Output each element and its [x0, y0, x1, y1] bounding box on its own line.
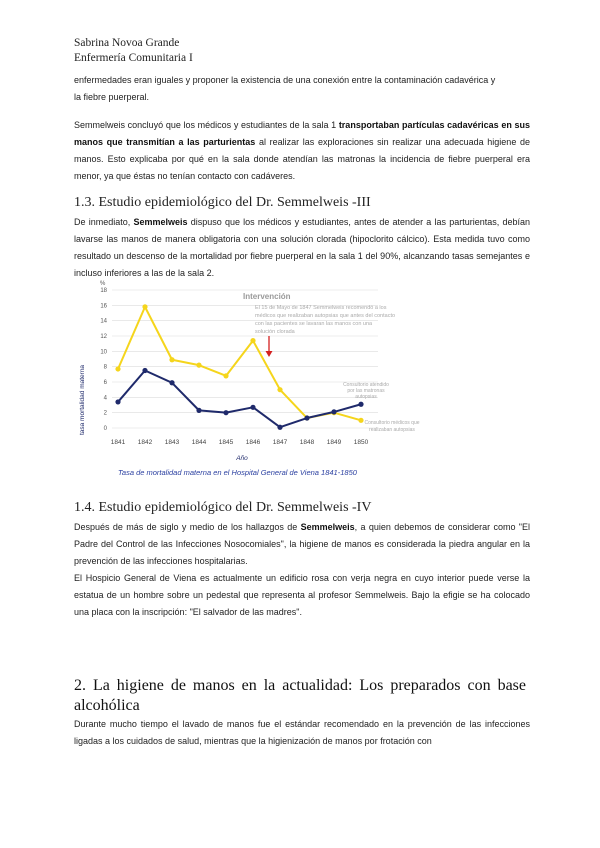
paragraph-line: la fiebre puerperal. — [74, 92, 150, 102]
data-point — [304, 415, 309, 420]
mortality-chart — [0, 272, 600, 482]
data-point — [196, 363, 201, 368]
data-point — [277, 387, 282, 392]
x-tick-label: 1845 — [218, 439, 234, 446]
y-tick-label: 16 — [100, 303, 107, 310]
x-tick-label: 1849 — [326, 439, 342, 446]
section-heading-1-3: 1.3. Estudio epidemiológico del Dr. Semmelweis -III — [74, 195, 371, 210]
data-point — [196, 408, 201, 413]
data-point — [250, 405, 255, 410]
paragraph-section-2: Durante mucho tiempo el lavado de manos fue el estándar recomendado en la prevención de las infecciones ligadas a los cuidados de salud, mientras que la higienización de manos por frotación con — [74, 719, 530, 746]
data-point — [223, 373, 228, 378]
x-axis-ticks — [111, 439, 369, 446]
data-point — [142, 368, 147, 373]
series-line-2 — [118, 371, 361, 428]
x-tick-label: 1844 — [191, 439, 207, 446]
annotation-line: médicos que realizaban autopsias que antes del contacto — [255, 313, 396, 319]
annotation-line: El 15 de Mayo de 1847 Semmelweis recomendó a los — [255, 305, 387, 311]
x-tick-label: 1847 — [272, 439, 288, 446]
text-run: Semmelweis concluyó que los médicos y estudiantes de la sala 1 — [74, 120, 339, 130]
legend-label-yellow: realizaban autopsias — [369, 427, 415, 433]
course-name: Enfermería Comunitaria I — [74, 52, 193, 64]
page-header — [74, 36, 193, 66]
x-tick-label: 1843 — [164, 439, 180, 446]
data-point — [358, 418, 363, 423]
x-tick-label: 1842 — [137, 439, 153, 446]
paragraph-section-1-4 — [74, 519, 530, 570]
x-tick-label: 1841 — [110, 439, 126, 446]
paragraph-line: enfermedades eran iguales y proponer la existencia de una conexión entre la contaminación cadavérica y — [74, 75, 496, 85]
chart-caption: Tasa de mortalidad materna en el Hospital General de Viena 1841-1850 — [118, 468, 357, 477]
bold-text: Semmelweis — [133, 217, 188, 227]
text-run: De inmediato, — [74, 217, 134, 227]
annotation-line: solución clorada — [255, 329, 295, 335]
data-point — [223, 410, 228, 415]
x-tick-label: 1846 — [245, 439, 261, 446]
intervention-arrow-head — [266, 351, 273, 357]
y-axis-label: tasa mortalidad materna — [79, 364, 86, 436]
x-axis-label: Año — [236, 455, 248, 462]
y-tick-label: 0 — [103, 426, 107, 432]
data-point — [331, 409, 336, 414]
text-run: dispuso que los médicos y estudiantes, antes de atender a las parturientas, debían lavarse las manos de manera obligatoria con una solución clorada (hipoclorito cálcico). Esta medida tuvo como resultado un descenso de la mortalidad por fiebre puerperal en la sala 1 del 90%, alcanzando tasas semejantes e incluso inferiores a las de la sala 2. — [74, 217, 531, 278]
legend-label-navy: Consultorio atendido — [343, 382, 389, 388]
y-tick-label: 14 — [100, 318, 107, 325]
data-point — [142, 304, 147, 309]
x-tick-label: 1848 — [299, 439, 315, 446]
text-run: Después de más de siglo y medio de los hallazgos de — [74, 522, 301, 532]
y-tick-label: 4 — [103, 395, 107, 402]
legend-label-navy: por las matronas — [347, 388, 385, 394]
y-tick-label: 12 — [100, 334, 107, 340]
data-point — [169, 357, 174, 362]
legend-label-yellow: Consultorio médicos que — [364, 420, 420, 426]
data-point — [115, 366, 120, 371]
data-point — [250, 338, 255, 343]
data-point — [115, 399, 120, 404]
intervention-annotation — [243, 292, 395, 357]
section-heading-2: 2. La higiene de manos en la actualidad: Los preparados con base — [74, 677, 526, 694]
text-run: , a quien debemos de considerar como "El Padre del Control de las Infecciones Nosocomiales", la higiene de manos es considerada la piedra angular en la prevención de las infecciones hospitalarias. — [74, 522, 531, 566]
series-legend-labels — [343, 382, 420, 433]
data-point — [277, 425, 282, 430]
legend-label-navy: autopsias — [355, 394, 377, 400]
y-tick-label: 2 — [103, 410, 107, 417]
annotation-line: con las pacientes se lavaran las manos con una — [255, 321, 373, 327]
y-tick-label: 18 — [100, 288, 107, 294]
paragraph-continuation — [74, 72, 530, 106]
y-tick-label: 6 — [103, 380, 107, 386]
paragraph-hospicio: El Hospicio General de Viena es actualmente un edificio rosa con verja negra en cuyo interior puede verse la estatua de un hombre sobre un pedestal que representa al profesor Semmelweis. Bajo la efigie se ha colocado una placa con la inscripción: "El salvador de las madres". — [74, 573, 530, 617]
y-tick-label: 10 — [100, 349, 107, 356]
data-point — [358, 402, 363, 407]
data-point — [169, 380, 174, 385]
x-tick-label: 1850 — [353, 439, 369, 446]
section-heading-1-4: 1.4. Estudio epidemiológico del Dr. Semmelweis -IV — [74, 500, 372, 515]
section-heading-2-cont: alcohólica — [74, 697, 140, 714]
y-axis-ticks — [100, 288, 107, 432]
y-unit-label: % — [100, 281, 106, 287]
annotation-title: Intervención — [243, 292, 291, 301]
paragraph-semmelweis-conclusion — [74, 117, 530, 185]
y-tick-label: 8 — [103, 364, 107, 371]
text-run: al realizar las exploraciones sin realizar una adecuada higiene de manos. Esto explicaba por qué en la sala donde atendían las matronas la incidencia de fiebre puerperal era menor, ya que éstas no tenían contacto con cadáveres. — [74, 137, 530, 181]
bold-text: Semmelweis — [300, 522, 355, 532]
author-name: Sabrina Novoa Grande — [74, 37, 180, 49]
bold-text: transportaban partículas cadavéricas en sus manos que transmitían a las parturientas — [74, 120, 530, 147]
